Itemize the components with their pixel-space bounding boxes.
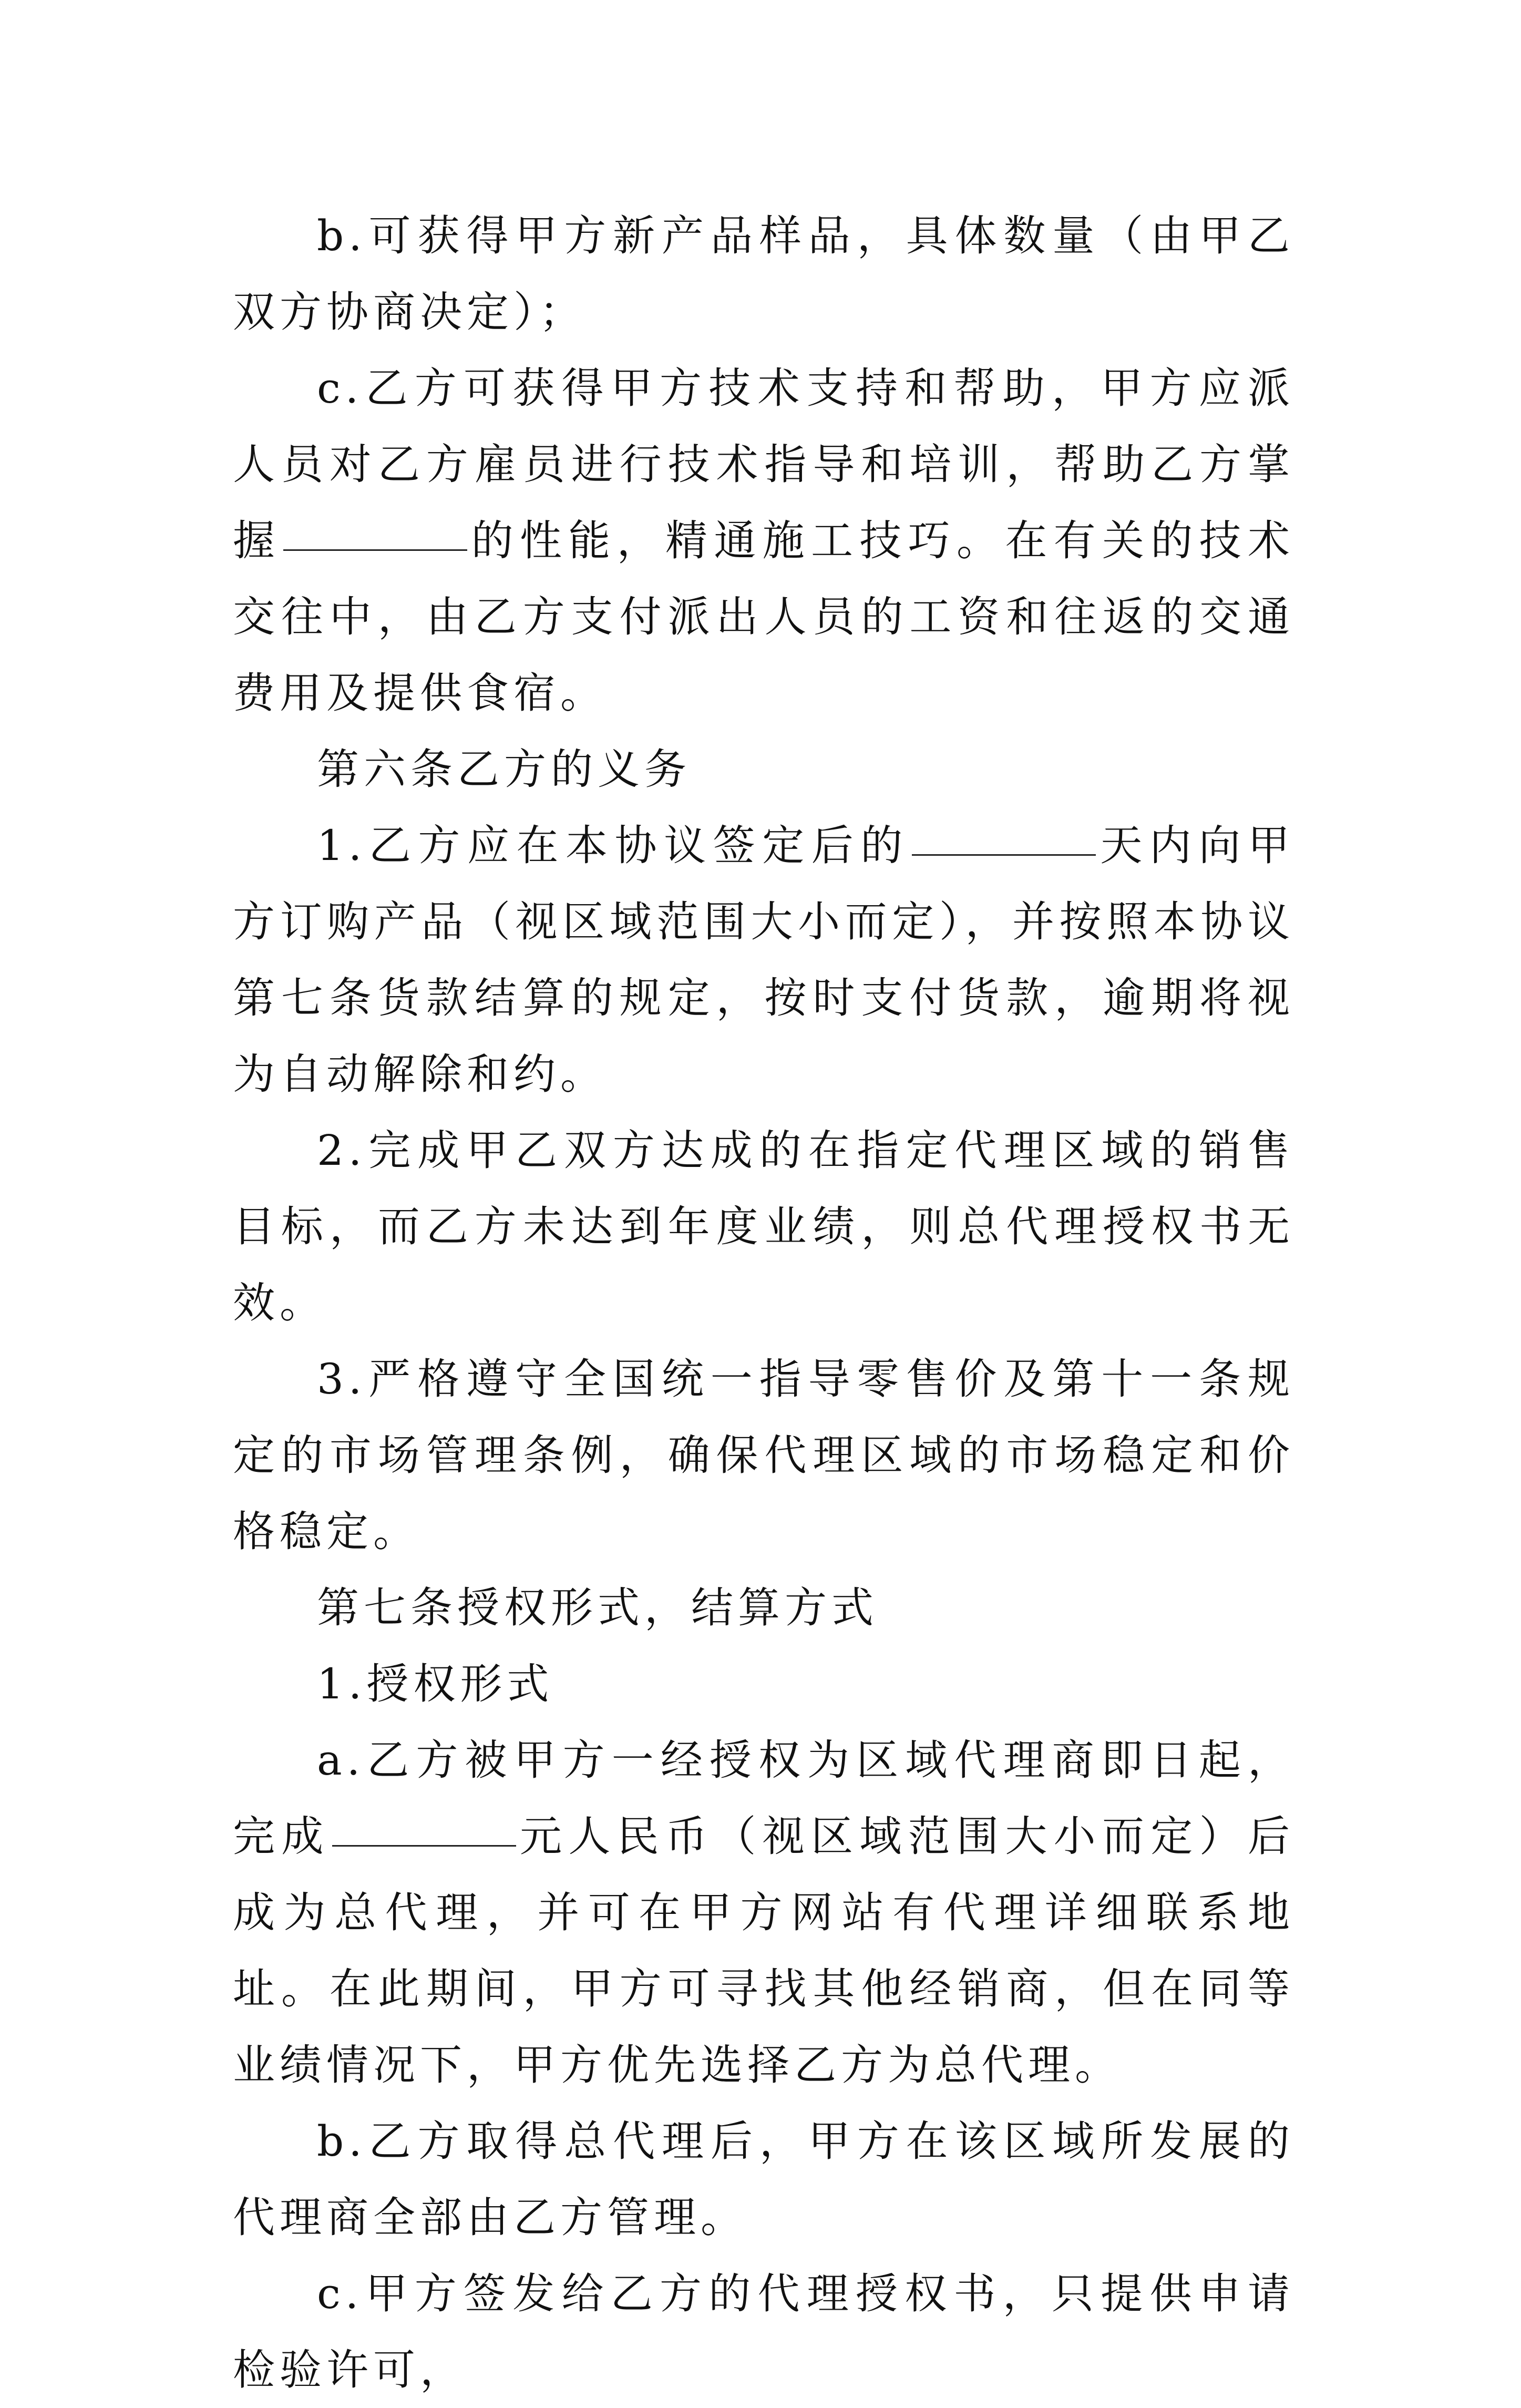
paragraph-sales-target: [233, 1112, 1294, 1341]
paragraph-text: 天内向甲方订购产品（视区域范围大小而定），并按照本协议第七条货款结算的规定，按时支付货款，逾期将视为自动解除和约。: [233, 821, 1295, 1099]
document-body: [233, 198, 1294, 2408]
paragraph-text: b.乙方取得总代理后，甲方在该区域所发展的代理商全部由乙方管理。: [233, 2117, 1294, 2242]
paragraph-regional-agent: [233, 1722, 1294, 2103]
paragraph-price-compliance: [233, 1341, 1294, 1570]
paragraph-text: a.乙方被甲方一经授权为区域代理商即日起，完成: [233, 1736, 1294, 1861]
paragraph-text: 第七条授权形式，结算方式: [317, 1583, 878, 1632]
paragraph-general-agent-management: [233, 2103, 1294, 2256]
blank-fill-line: [332, 1807, 516, 1847]
blank-fill-line: [283, 511, 467, 551]
paragraph-text: 第六条乙方的义务: [317, 745, 691, 794]
paragraph-technical-support: [233, 350, 1294, 731]
paragraph-text: 3.严格遵守全国统一指导零售价及第十一条规定的市场管理条例，确保代理区域的市场稳定和价格稳定。: [233, 1355, 1294, 1556]
paragraph-order-deadline: [233, 807, 1294, 1112]
paragraph-text: 1.乙方应在本协议签定后的: [317, 821, 910, 870]
paragraph-text: 2.完成甲乙双方达成的在指定代理区域的销售目标，而乙方未达到年度业绩，则总代理授权书无效。: [233, 1126, 1294, 1327]
paragraph-text: c.甲方签发给乙方的代理授权书，只提供申请检验许可，: [233, 2269, 1294, 2394]
paragraph-authorization-letter: [233, 2256, 1294, 2408]
paragraph-sample-products: [233, 198, 1294, 350]
paragraph-text: 的性能，精通施工技巧。在有关的技术交往中，由乙方支付派出人员的工资和往返的交通费用及提供食宿。: [233, 516, 1295, 718]
paragraph-text: 1.授权形式: [317, 1659, 554, 1708]
paragraph-text: b.可获得甲方新产品样品，具体数量（由甲乙双方协商决定）；: [233, 211, 1294, 336]
paragraph-text: 元人民币（视区域范围大小而定）后成为总代理，并可在甲方网站有代理详细联系地址。在此期间，甲方可寻找其他经销商，但在同等业绩情况下，甲方优先选择乙方为总代理。: [233, 1812, 1295, 2089]
blank-fill-line: [912, 816, 1096, 856]
heading-article-6: [233, 731, 1294, 807]
heading-authorization-form: [233, 1646, 1294, 1722]
paragraph-text: c.乙方可获得甲方技术支持和帮助，甲方应派人员对乙方雇员进行技术指导和培训，帮助乙方掌握: [233, 364, 1294, 565]
heading-article-7: [233, 1570, 1294, 1646]
